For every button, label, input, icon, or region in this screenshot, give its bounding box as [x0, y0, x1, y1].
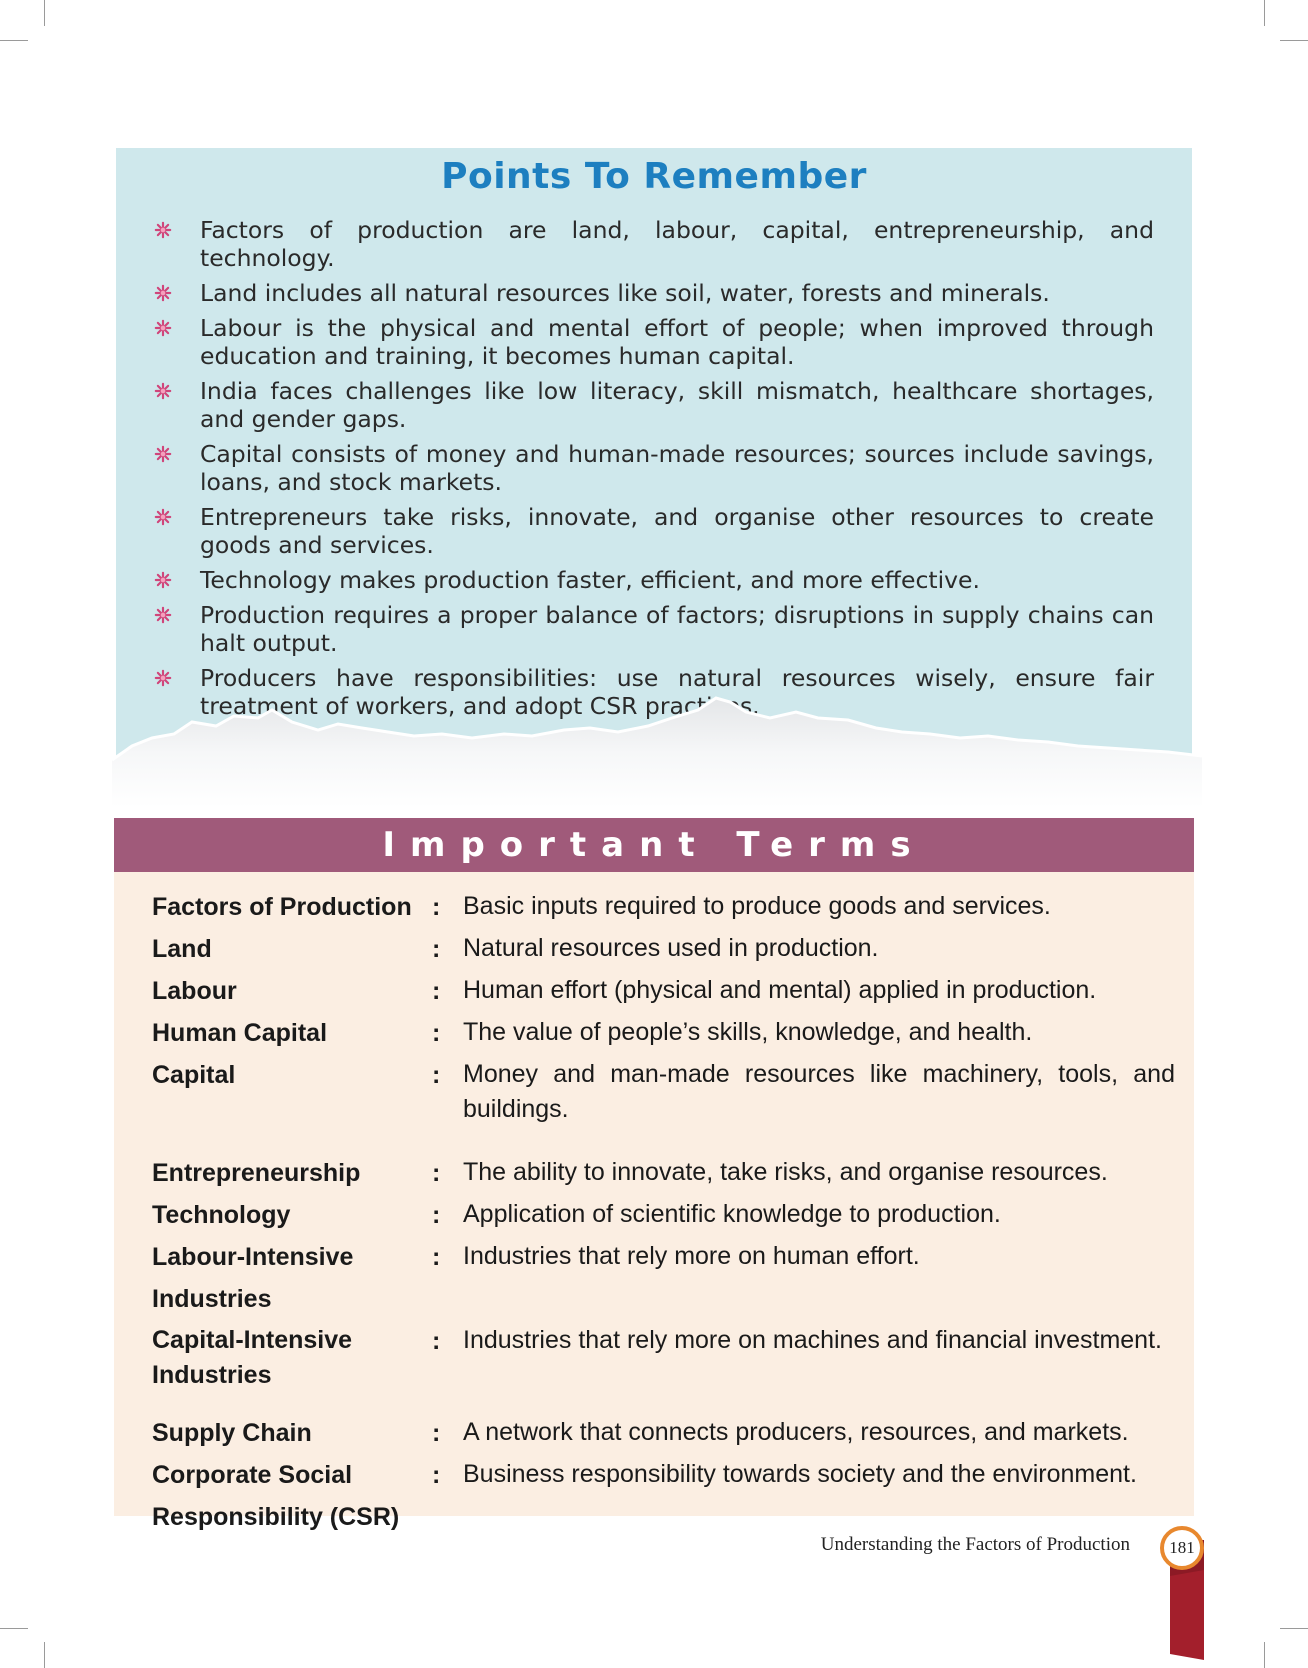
points-list — [154, 216, 1154, 727]
list-item — [154, 377, 1154, 433]
term-label: Technology — [152, 1201, 291, 1229]
term-definition: Industries that rely more on machines and financial investment. — [463, 1326, 1162, 1354]
crop-mark — [1264, 1642, 1265, 1668]
important-terms-header: Important Terms — [114, 818, 1194, 872]
term-colon: : — [432, 1061, 441, 1089]
term-definition: The value of people’s skills, knowledge, and health. — [463, 1018, 1033, 1046]
point-text: Technology makes production faster, efficient, and more effective. — [200, 566, 980, 594]
term-label: Labour-Intensive Industries — [152, 1243, 354, 1313]
term-definition: A network that connects producers, resources, and markets. — [463, 1418, 1129, 1446]
term-colon: : — [432, 1461, 441, 1489]
point-text: Capital consists of money and human-made resources; sources include savings, loans, and stock markets. — [200, 440, 1154, 496]
term-definition: Money and man-made resources like machinery, tools, and buildings. — [463, 1060, 1175, 1123]
term-colon: : — [432, 1201, 441, 1229]
flower-bullet-icon — [154, 669, 172, 687]
term-colon: : — [432, 1019, 441, 1047]
crop-mark — [44, 1642, 45, 1668]
term-label: Corporate Social Responsibility (CSR) — [152, 1461, 400, 1531]
crop-mark — [1280, 1628, 1308, 1629]
term-label: Entrepreneurship — [152, 1159, 361, 1187]
crop-mark — [1280, 40, 1308, 41]
flower-bullet-icon — [154, 221, 172, 239]
list-item — [154, 601, 1154, 657]
page-number: 181 — [1169, 1538, 1195, 1557]
flower-bullet-icon — [154, 508, 172, 526]
point-text: Producers have responsibilities: use natural resources wisely, ensure fair treatment of workers, and adopt CSR practices. — [200, 664, 1154, 720]
term-definition: Application of scientific knowledge to production. — [463, 1200, 1001, 1228]
torn-paper-edge — [112, 688, 1202, 808]
crop-mark — [0, 40, 28, 41]
term-label: Supply Chain — [152, 1419, 312, 1447]
point-text: Land includes all natural resources like soil, water, forests and minerals. — [200, 279, 1050, 307]
flower-bullet-icon — [154, 284, 172, 302]
flower-bullet-icon — [154, 382, 172, 400]
term-colon: : — [432, 977, 441, 1005]
term-colon: : — [432, 1419, 441, 1447]
flower-bullet-icon — [154, 445, 172, 463]
term-label: Factors of Production — [152, 893, 412, 921]
list-item — [154, 314, 1154, 370]
term-definition: Natural resources used in production. — [463, 934, 879, 962]
list-item — [154, 566, 1154, 594]
term-label: Capital-Intensive Industries — [152, 1326, 353, 1389]
point-text: Factors of production are land, labour, capital, entrepreneurship, and technology. — [200, 216, 1154, 272]
list-item — [154, 503, 1154, 559]
term-colon: : — [432, 1243, 441, 1271]
point-text: India faces challenges like low literacy, skill mismatch, healthcare shortages, and gender gaps. — [200, 377, 1154, 433]
crop-mark — [1264, 0, 1265, 26]
crop-mark — [44, 0, 45, 26]
term-label: Human Capital — [152, 1019, 328, 1047]
point-text: Entrepreneurs take risks, innovate, and organise other resources to create goods and services. — [200, 503, 1154, 559]
point-text: Labour is the physical and mental effort of people; when improved through education and training, it becomes human capital. — [200, 314, 1154, 370]
list-item — [154, 216, 1154, 272]
term-colon: : — [432, 935, 441, 963]
term-colon: : — [432, 893, 441, 921]
term-label: Land — [152, 935, 212, 963]
list-item — [154, 279, 1154, 307]
term-definition: The ability to innovate, take risks, and organise resources. — [463, 1158, 1108, 1186]
term-definition: Basic inputs required to produce goods and services. — [463, 892, 1051, 920]
flower-bullet-icon — [154, 571, 172, 589]
term-colon: : — [432, 1159, 441, 1187]
crop-mark — [0, 1628, 28, 1629]
flower-bullet-icon — [154, 606, 172, 624]
important-terms-table — [114, 872, 1194, 1531]
list-item — [154, 440, 1154, 496]
term-definition: Industries that rely more on human effort. — [463, 1242, 920, 1270]
chapter-title-footer: Understanding the Factors of Production — [820, 1534, 1130, 1555]
point-text: Production requires a proper balance of factors; disruptions in supply chains can halt output. — [200, 601, 1154, 657]
term-definition: Human effort (physical and mental) applied in production. — [463, 976, 1097, 1004]
term-definition: Business responsibility towards society and the environment. — [463, 1460, 1137, 1488]
term-label: Labour — [152, 977, 237, 1005]
term-label: Capital — [152, 1061, 236, 1089]
points-to-remember-title: Points To Remember — [441, 156, 867, 197]
term-colon: : — [432, 1327, 441, 1355]
flower-bullet-icon — [154, 319, 172, 337]
